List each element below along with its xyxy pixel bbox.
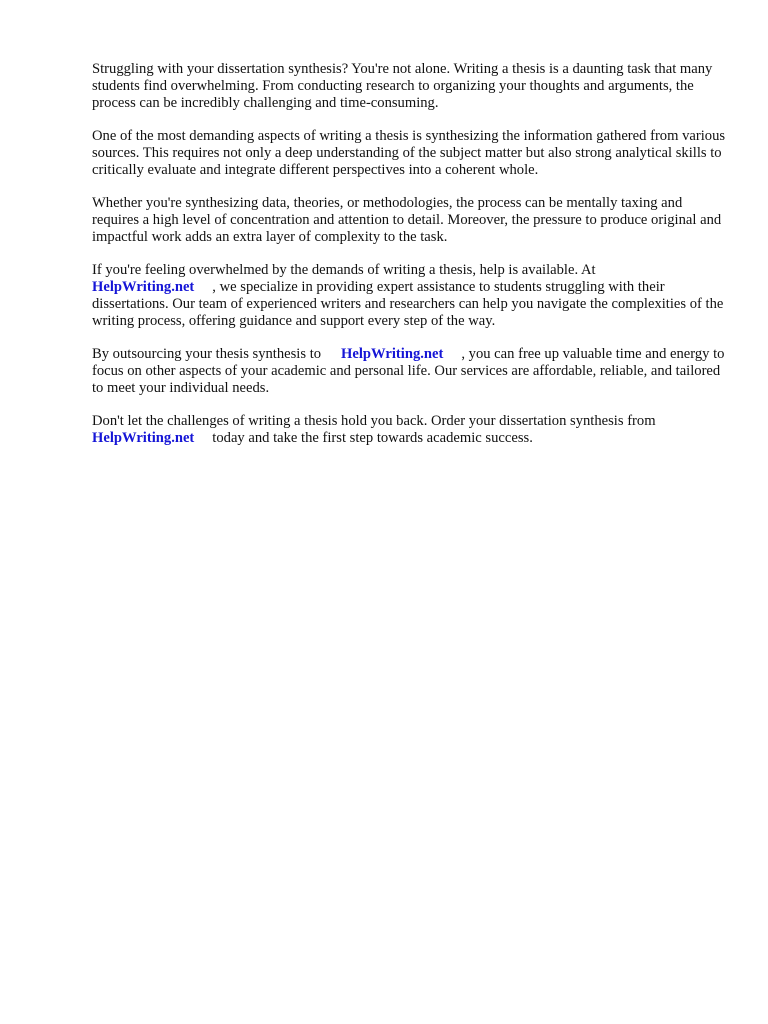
paragraph-4-text-before: If you're feeling overwhelmed by the demands of writing a thesis, help is available. At: [92, 262, 596, 278]
paragraph-6-text-before: Don't let the challenges of writing a thesis hold you back. Order your dissertation synthesis from: [92, 413, 656, 429]
document-body: [92, 61, 732, 463]
paragraph-6-text-after: today and take the first step towards academic success.: [212, 430, 533, 446]
helpwriting-link-1[interactable]: HelpWriting.net: [92, 279, 195, 295]
helpwriting-link-3[interactable]: HelpWriting.net: [92, 430, 195, 446]
paragraph-4: [92, 262, 732, 330]
paragraph-3: Whether you're synthesizing data, theories, or methodologies, the process can be mentally taxing and requires a high level of concentration and attention to detail. Moreover, the pressure to produce original and impactful work adds an extra layer of complexity to the task.: [92, 195, 722, 245]
paragraph-5-text-after: , you can free up valuable time and energy to focus on other aspects of your academic and personal life. Our services are affordable, reliable, and tailored to meet your individual needs.: [92, 346, 725, 396]
paragraph-1: Struggling with your dissertation synthesis? You're not alone. Writing a thesis is a daunting task that many students find overwhelming. From conducting research to organizing your thoughts and arguments, the process can be incredibly challenging and time-consuming.: [92, 61, 713, 111]
helpwriting-link-2[interactable]: HelpWriting.net: [341, 346, 444, 362]
paragraph-5-text-before: By outsourcing your thesis synthesis to: [92, 346, 322, 362]
paragraph-4-text-after: , we specialize in providing expert assistance to students struggling with their dissertations. Our team of experienced writers and researchers can help you navigate the complexities of the writing process, offering guidance and support every step of the way.: [92, 279, 724, 329]
paragraph-5: [92, 346, 732, 397]
paragraph-2: One of the most demanding aspects of writing a thesis is synthesizing the information gathered from various sources. This requires not only a deep understanding of the subject matter but also strong analytical skills to critically evaluate and integrate different perspectives into a coherent whole.: [92, 128, 726, 178]
paragraph-6: [92, 413, 732, 447]
